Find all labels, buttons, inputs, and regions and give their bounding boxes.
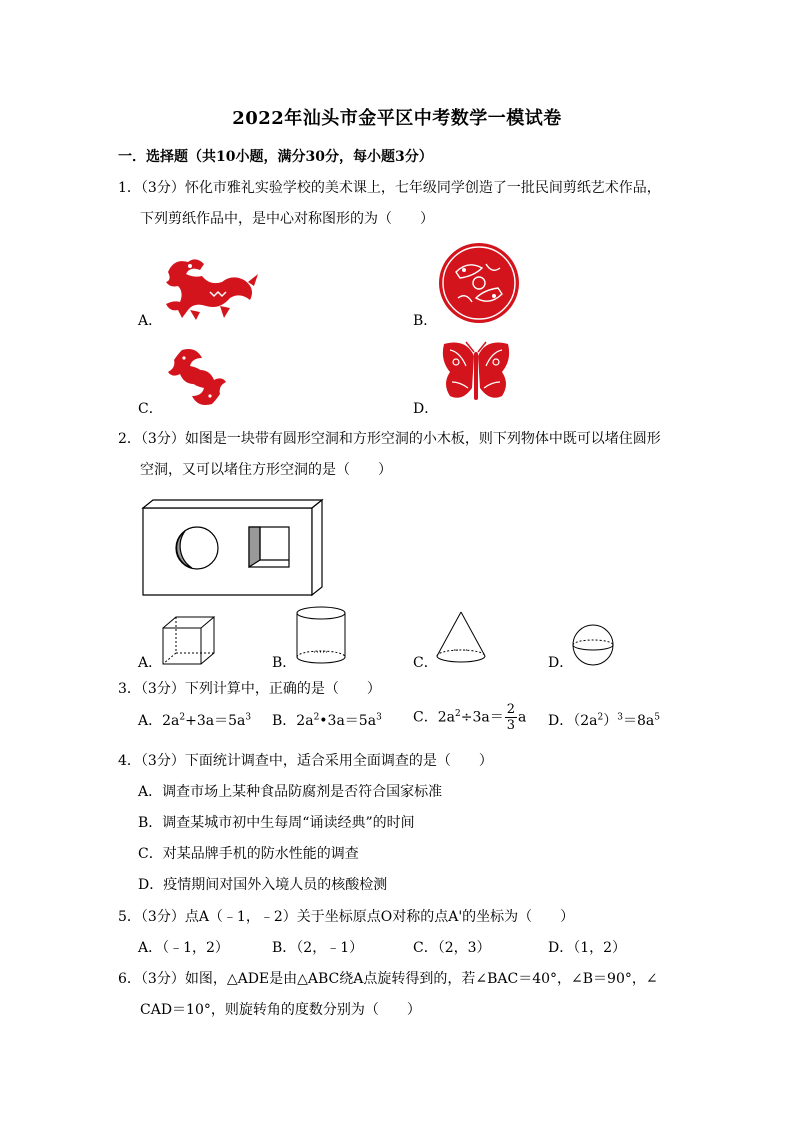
q2-stem-line2: 空洞，又可以堵住方形空洞的是（ ） xyxy=(140,462,392,478)
expr-part: ÷3a＝ xyxy=(460,709,504,726)
option-label: C． xyxy=(413,709,438,726)
section-heading: 一．选择题（共10小题，满分30分，每小题3分） xyxy=(118,149,433,165)
q5-option-d: D．（1，2） xyxy=(548,940,627,956)
q3-stem: 3．（3分）下列计算中，正确的是（ ） xyxy=(118,681,381,697)
sphere-figure xyxy=(570,623,616,667)
page-title: 2022年汕头市金平区中考数学一模试卷 xyxy=(232,108,562,129)
exponent: 3 xyxy=(617,712,623,723)
fraction-numerator: 2 xyxy=(506,702,515,717)
exponent: 2 xyxy=(313,712,320,723)
butterfly-papercut-image xyxy=(436,338,516,410)
option-label: A． xyxy=(138,713,163,729)
q1-option-c-label: C． xyxy=(138,401,163,417)
expr-part: a xyxy=(517,709,527,726)
q2-option-a-label: A． xyxy=(138,655,163,671)
phoenix-papercut-image xyxy=(162,344,232,410)
q2-option-b-label: B． xyxy=(272,655,297,671)
q2-option-d-label: D． xyxy=(548,655,574,671)
q6-stem-line1: 6．（3分）如图，△ADE是由△ABC绕A点旋转得到的，若∠BAC＝40°，∠B＝90°，∠ xyxy=(118,971,658,987)
expr-part: •3a＝5a xyxy=(319,713,377,729)
expr-part: （2a xyxy=(573,713,598,729)
expr-part: ） xyxy=(603,713,618,729)
q1-option-a-label: A． xyxy=(138,313,163,329)
exponent: 2 xyxy=(179,712,186,723)
cube-figure xyxy=(160,614,220,666)
q3-option-d xyxy=(548,710,660,730)
q4-option-d: D．疫情期间对国外入境人员的核酸检测 xyxy=(138,877,388,893)
q6-stem-line2: CAD＝10°，则旋转角的度数分别为（ ） xyxy=(140,1002,421,1018)
exponent: 2 xyxy=(597,712,604,723)
expr-part: +3a＝5a xyxy=(185,713,246,729)
exponent: 3 xyxy=(376,712,382,723)
q4-option-b: B．调查某城市初中生每周“诵读经典”的时间 xyxy=(138,815,415,831)
cylinder-figure xyxy=(294,605,348,667)
q4-stem: 4．（3分）下面统计调查中，适合采用全面调查的是（ ） xyxy=(118,753,493,769)
exponent: 2 xyxy=(454,708,461,719)
exponent: 3 xyxy=(245,712,252,723)
option-label: B． xyxy=(272,713,297,729)
fraction xyxy=(505,702,517,733)
option-label: D． xyxy=(548,713,574,729)
q1-stem-line1: 1．（3分）怀化市雅礼实验学校的美术课上，七年级同学创造了一批民间剪纸艺术作品， xyxy=(118,180,661,196)
q5-stem: 5．（3分）点A（﹣1，﹣2）关于坐标原点O对称的点A'的坐标为（ ） xyxy=(118,909,575,925)
q3-option-b xyxy=(272,710,382,730)
q1-option-d-label: D． xyxy=(413,401,439,417)
cone-figure xyxy=(434,610,488,666)
q3-option-c xyxy=(413,702,526,733)
fraction-denominator: 3 xyxy=(506,718,515,733)
q3-option-a xyxy=(138,710,251,730)
expr-part: 2a xyxy=(296,713,314,729)
q2-option-c-label: C． xyxy=(413,655,438,671)
q1-stem-line2: 下列剪纸作品中，是中心对称图形的为（ ） xyxy=(140,211,434,227)
expr-part: ＝8a xyxy=(622,713,655,729)
q1-option-b-label: B． xyxy=(413,313,438,329)
q5-option-c: C．（2，3） xyxy=(413,940,491,956)
expr-part: 2a xyxy=(162,713,180,729)
q5-option-a: A．（﹣1，2） xyxy=(138,940,229,956)
q5-option-b: B．（2，﹣1） xyxy=(272,940,364,956)
expr-part: 2a xyxy=(437,709,455,726)
q4-option-c: C．对某品牌手机的防水性能的调查 xyxy=(138,846,359,862)
q4-option-a: A．调查市场上某种食品防腐剂是否符合国家标准 xyxy=(138,784,443,800)
q2-stem-line1: 2．（3分）如图是一块带有圆形空洞和方形空洞的小木板，则下列物体中既可以堵住圆形 xyxy=(118,431,661,447)
wooden-board-figure xyxy=(140,498,332,598)
exponent: 5 xyxy=(654,712,660,723)
dragon-papercut-image xyxy=(160,252,260,322)
fish-circle-papercut-image xyxy=(438,242,520,324)
